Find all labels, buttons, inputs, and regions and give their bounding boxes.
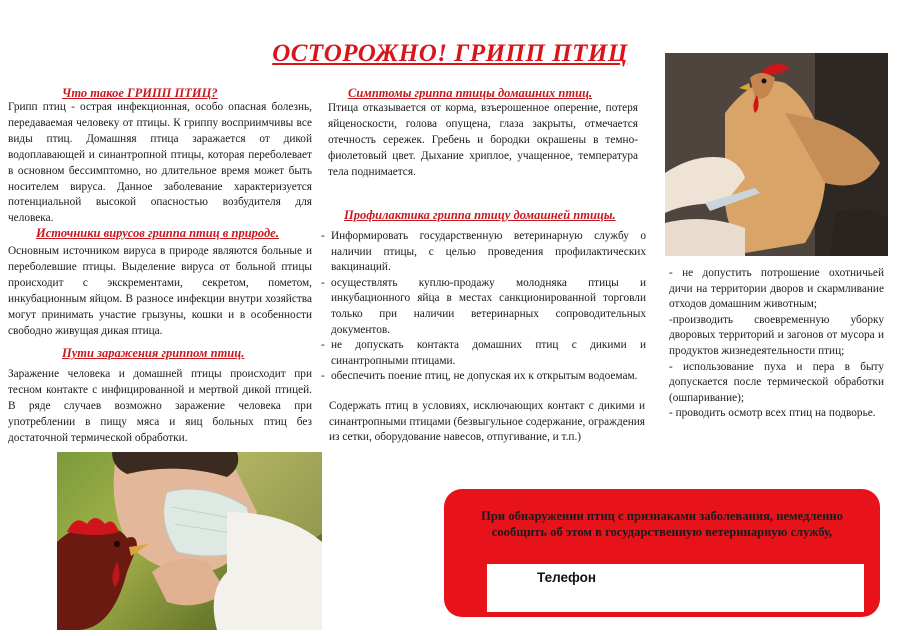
right-list — [669, 266, 884, 422]
symptoms-heading: Симптомы гриппа птицы домашних птиц. — [348, 86, 593, 100]
warning-text: При обнаружении птиц с признаками заболевания, немедленно сообщить об этом в государственную ветеринарную службу, — [481, 509, 843, 539]
symptoms-text: Птица отказывается от корма, взъерошенное оперение, потеря яйценоскости, голова опущена, глаза закрыты, отмечается отечность сережек. Гребень и бородки окрашены в темно-фиолетовый цвет. Дыхание хриплое, учащенное, температура тела поднимается. — [328, 102, 638, 178]
page-title: ОСТОРОЖНО! ГРИПП ПТИЦ — [272, 40, 628, 67]
phone-label: Телефон — [537, 570, 597, 585]
right-item: - не допустить потрошение охотничьей дичи на территории дворов и скармливание отходов домашним животным; — [669, 267, 884, 311]
ways-text: Заражение человека и домашней птицы происходит при тесном контакте с инфицированной и мертвой дикой птицей. В ряде случаев возможно заражение человека при употреблении в пищу мяса и яиц больных птиц без достаточной термической обработки. — [8, 368, 312, 444]
what-heading: Что такое ГРИПП ПТИЦ? — [62, 86, 218, 100]
right-item: -производить своевременную уборку дворовых территорий и загонов от мусора и продуктов жизнедеятельности птиц; — [669, 313, 884, 357]
prevention-tail: Содержать птиц в условиях, исключающих контакт с дикими и синантропными птицами (безвыгульное содержание, ограждения из сетки, оборудование навесов, отпугивание, и т.п.) — [329, 400, 645, 444]
prevention-list — [321, 229, 646, 385]
prevention-heading: Профилактика гриппа птицу домашней птицы. — [344, 208, 616, 222]
what-text: Грипп птиц - острая инфекционная, особо опасная болезнь, передаваемая человеку от птицы. К гриппу восприимчивы все виды птиц. Домашняя птица заражается от дикой водоплавающей и синантропной птицы, которая переболевает в основном бессимптомно, но длительное время может быть носителем вируса. Данное заболевание характеризуется потенциальной высокой опасностью возбудителя для человека. — [8, 101, 312, 225]
prevention-item: - Информировать государственную ветеринарную службу о наличии птицы, с целью проведения профилактических вакцинаций. — [321, 229, 646, 276]
right-item: - использование пуха и пера в быту допускается после термической обработки (ошпаривание); — [669, 360, 884, 404]
prevention-item: - не допускать контакта домашних птиц с дикими и синантропными птицами. — [321, 338, 646, 369]
right-item: - проводить осмотр всех птиц на подворье. — [669, 407, 876, 420]
prevention-item: - обеспечить поение птиц, не допуская их к открытым водоемам. — [321, 369, 646, 385]
sources-heading: Источники вирусов гриппа птиц в природе. — [36, 226, 279, 240]
sources-text: Основным источником вируса в природе являются больные и переболевшие птицы. Выделение вируса от больной птицы происходит с экскрементами, секретом, пометом, инкубационным яйцом. В разносе инфекции внутри хозяйства могут принимать участие грызуны, кошки и в особенности свободно живущая дикая птица. — [8, 245, 312, 337]
prevention-item: - осуществлять куплю-продажу молодняка птицы и инкубационного яйца в местах санкционированной торговли только при наличии ветеринарных сопроводительных документов. — [321, 276, 646, 338]
ways-heading: Пути заражения гриппом птиц. — [62, 346, 245, 360]
boy-rooster-photo — [57, 452, 322, 630]
hen-injection-photo — [665, 53, 888, 256]
